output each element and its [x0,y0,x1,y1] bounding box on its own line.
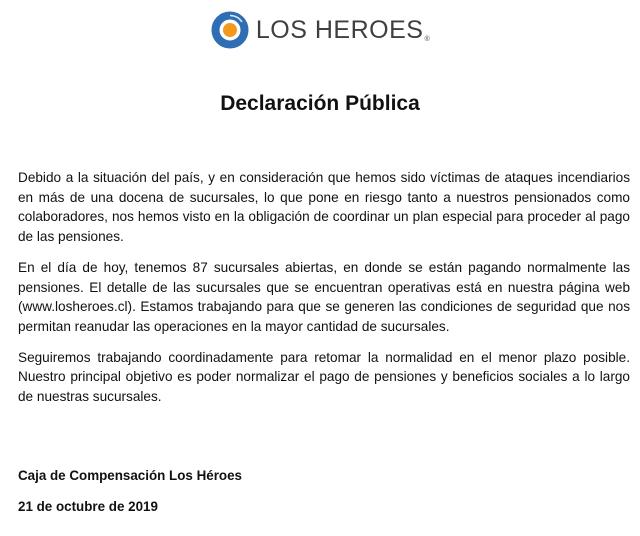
statement-body [18,168,630,418]
logo-registered-mark: ® [424,35,431,43]
page-title: Declaración Pública [220,92,420,115]
paragraph-situation: Debido a la situación del país, y en consideración que hemos sido víctimas de ataques incendiarios en más de una docena de sucursales, lo que pone en riesgo tanto a nuestros pensionados como colaboradores, nos hemos visto en la obligación de coordinar un plan especial para proceder al pago de las pensiones. [18,170,630,245]
los-heroes-logo [0,8,640,52]
los-heroes-logo-icon [210,10,250,50]
paragraph-open-branches: En el día de hoy, tenemos 87 sucursales abiertas, en donde se están pagando normalmente las pensiones. El detalle de las sucursales que se encuentran operativas está en nuestra página web (www.losheroes.cl). Estamos trabajando para que se generen las condiciones de seguridad que nos permitan reanudar las operaciones en la mayor cantidad de sucursales. [18,259,630,334]
logo-wordmark [255,15,431,44]
paragraph-objective: Seguiremos trabajando coordinadamente para retomar la normalidad en el menor plazo posible. Nuestro principal objetivo es poder normalizar el pago de pensiones y beneficios sociales a lo largo de nuestras sucursales. [18,349,630,405]
signature: Caja de Compensación Los Héroes [18,468,242,483]
statement-date: 21 de octubre de 2019 [18,499,158,514]
logo-wordmark-text: LOS HEROES [255,15,424,44]
